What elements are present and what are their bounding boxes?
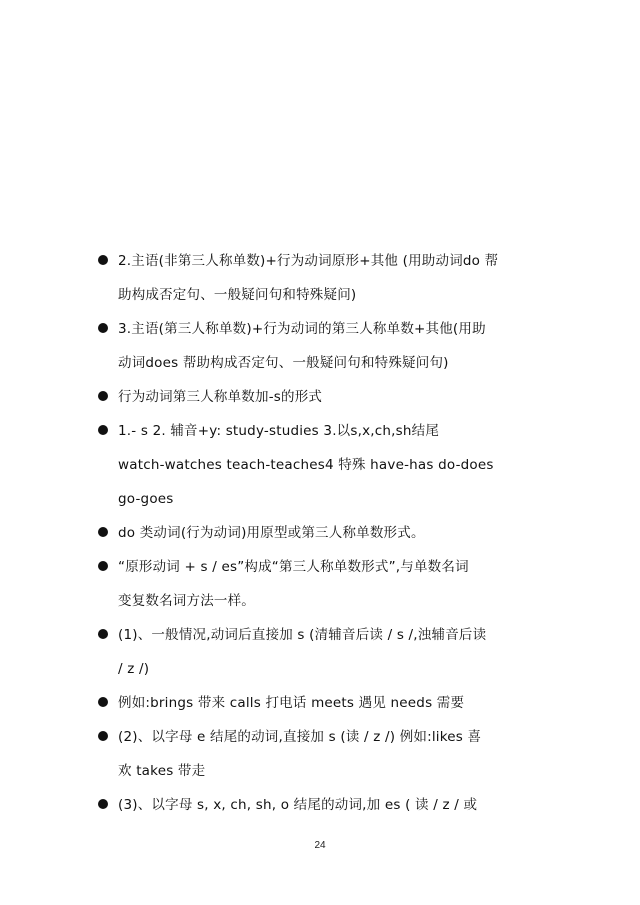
item-line: (2)、以字母 e 结尾的动词,直接加 s (读 / z /) 例如:likes 喜	[118, 729, 482, 745]
bullet-icon	[98, 799, 108, 809]
bullet-icon	[98, 255, 108, 265]
item-line: / z /)	[118, 661, 150, 677]
item-line: 变复数名词方法一样。	[118, 593, 255, 609]
bullet-icon	[98, 323, 108, 333]
page-number: 24	[314, 840, 326, 851]
list-item	[0, 312, 640, 380]
bullet-list	[0, 244, 640, 822]
item-line: (1)、一般情况,动词后直接加 s (清辅音后读 / s /,浊辅音后读	[118, 627, 487, 643]
list-item	[0, 516, 640, 550]
bullet-icon	[98, 697, 108, 707]
item-line: 1.- s 2. 辅音+y: study-studies 3.以s,x,ch,sh结尾	[118, 423, 440, 439]
item-line: 2.主语(非第三人称单数)+行为动词原形+其他 (用助动词do 帮	[118, 253, 499, 269]
bullet-icon	[98, 391, 108, 401]
bullet-icon	[98, 527, 108, 537]
list-item	[0, 720, 640, 788]
item-line: 助构成否定句、一般疑问句和特殊疑问)	[118, 287, 357, 303]
item-line: go-goes	[118, 491, 174, 507]
item-line: 行为动词第三人称单数加-s的形式	[118, 389, 323, 405]
bullet-icon	[98, 731, 108, 741]
item-line: “原形动词 + s / es”构成“第三人称单数形式”,与单数名词	[118, 559, 469, 575]
item-line: 3.主语(第三人称单数)+行为动词的第三人称单数+其他(用助	[118, 321, 486, 337]
item-line: 例如:brings 带来 calls 打电话 meets 遇见 needs 需要	[118, 695, 465, 711]
bullet-icon	[98, 561, 108, 571]
list-item	[0, 788, 640, 822]
item-line: 欢 takes 带走	[118, 763, 206, 779]
list-item	[0, 244, 640, 312]
list-item	[0, 414, 640, 516]
list-item	[0, 380, 640, 414]
item-line: watch-watches teach-teaches4 特殊 have-has do-does	[118, 457, 494, 473]
list-item	[0, 618, 640, 686]
list-item	[0, 686, 640, 720]
bullet-icon	[98, 629, 108, 639]
bullet-icon	[98, 425, 108, 435]
list-item	[0, 550, 640, 618]
item-line: do 类动词(行为动词)用原型或第三人称单数形式。	[118, 525, 425, 541]
item-line: 动词does 帮助构成否定句、一般疑问句和特殊疑问句)	[118, 355, 449, 371]
item-line: (3)、以字母 s, x, ch, sh, o 结尾的动词,加 es ( 读 / z / 或	[118, 797, 478, 813]
